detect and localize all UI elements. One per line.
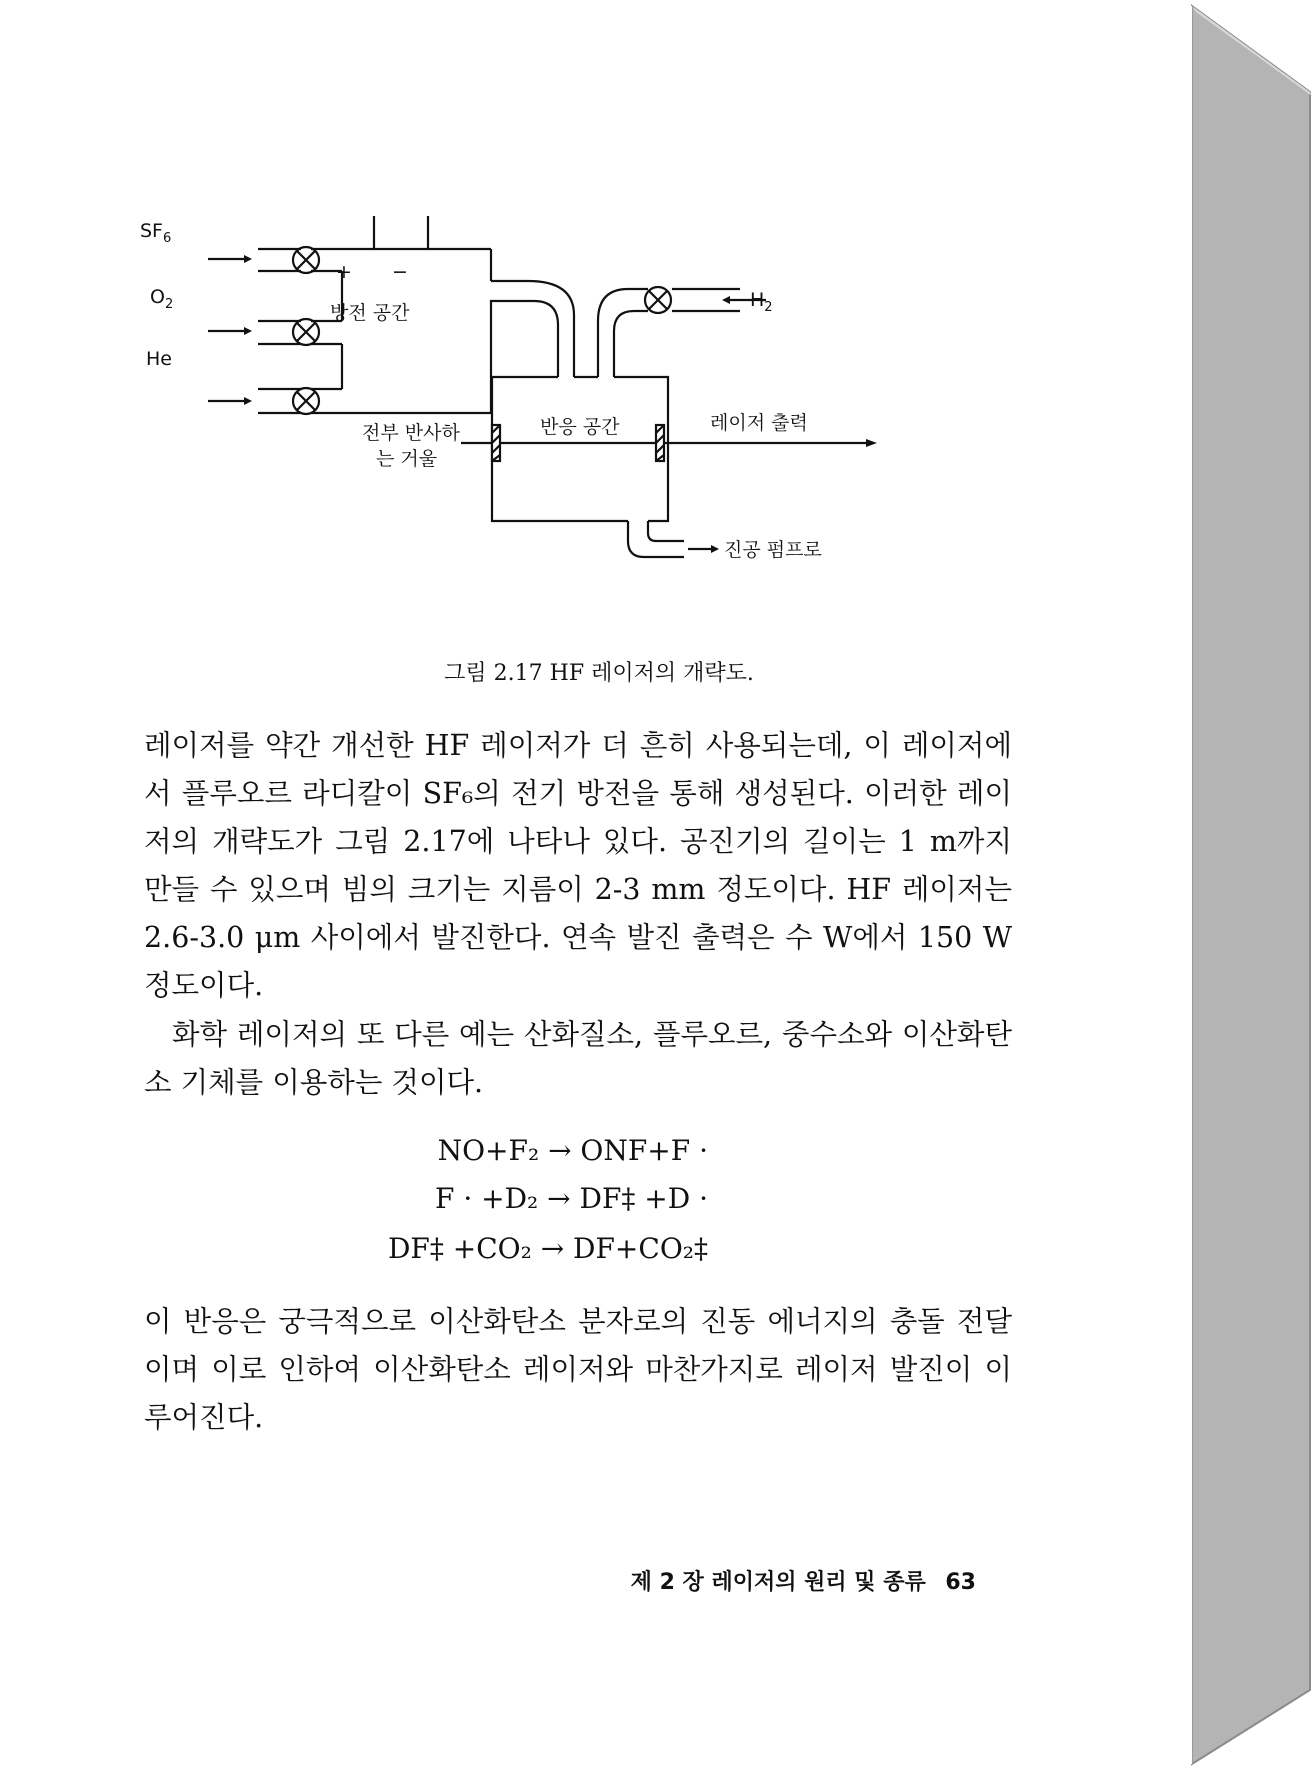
paragraph-chemical-laser: 화학 레이저의 또 다른 예는 산화질소, 플루오르, 중수소와 이산화탄소 기체를 이용하는 것이다. xyxy=(144,1018,1012,1099)
equation-2: F · +D₂ → DF‡ +D · xyxy=(434,1182,708,1215)
figure-caption: 그림 2.17 HF 레이저의 개략도. xyxy=(444,661,754,686)
label-sf6: $SF_6$ xyxy=(140,220,172,246)
mirror-right xyxy=(656,425,664,461)
hf-laser-diagram xyxy=(136,211,1016,641)
paragraph-hf-laser: 레이저를 약간 개선한 HF 레이저가 더 흔히 사용되는데, 이 레이저에서 플루오르 라디칼이 SF₆의 전기 방전을 통해 생성된다. 이러한 레이저의 개략도가 그림 2.17에 나타나 있다. 공진기의 길이는 1 m까지 만들 수 있으며 빔의 크기는 지름이 2-3 mm 정도이다. HF 레이저는 2.6-3.0 μm 사이에서 발진한다. 연속 발진 출력은 수 W에서 150 W 정도이다. xyxy=(144,729,1012,1002)
paragraph-reaction: 이 반응은 궁극적으로 이산화탄소 분자로의 진동 에너지의 충돌 전달이며 이로 인하여 이산화탄소 레이저와 마찬가지로 레이저 발진이 이루어진다. xyxy=(144,1305,1012,1434)
label-minus: − xyxy=(392,261,408,283)
valve-sf6 xyxy=(293,247,319,273)
book-page xyxy=(6,6,1192,1764)
label-pump: 진공 펌프로 xyxy=(724,539,822,561)
page-footer xyxy=(619,1565,976,1596)
label-he: He xyxy=(146,348,172,370)
label-reaction: 반응 공간 xyxy=(540,416,620,438)
label-mirror-2: 는 거울 xyxy=(376,448,438,470)
label-mirror-1: 전부 반사하 xyxy=(362,422,460,444)
equation-3: DF‡ +CO₂ → DF+CO₂‡ xyxy=(387,1232,708,1265)
chapter-title: 제 2 장 레이저의 원리 및 종류 xyxy=(630,1570,926,1595)
label-output: 레이저 출력 xyxy=(710,412,808,434)
label-h2: $H_2$ xyxy=(750,289,773,315)
valve-h2 xyxy=(645,287,671,313)
equation-1: NO+F₂ → ONF+F · xyxy=(437,1134,708,1167)
label-discharge: 방전 공간 xyxy=(330,302,410,324)
valve-o2 xyxy=(293,319,319,345)
page-number: 63 xyxy=(945,1570,976,1595)
label-o2: $O_2$ xyxy=(150,286,174,312)
valve-he xyxy=(293,388,319,414)
diagram-svg xyxy=(136,211,1016,641)
label-plus: + xyxy=(336,261,352,283)
mirror-left xyxy=(492,425,500,461)
